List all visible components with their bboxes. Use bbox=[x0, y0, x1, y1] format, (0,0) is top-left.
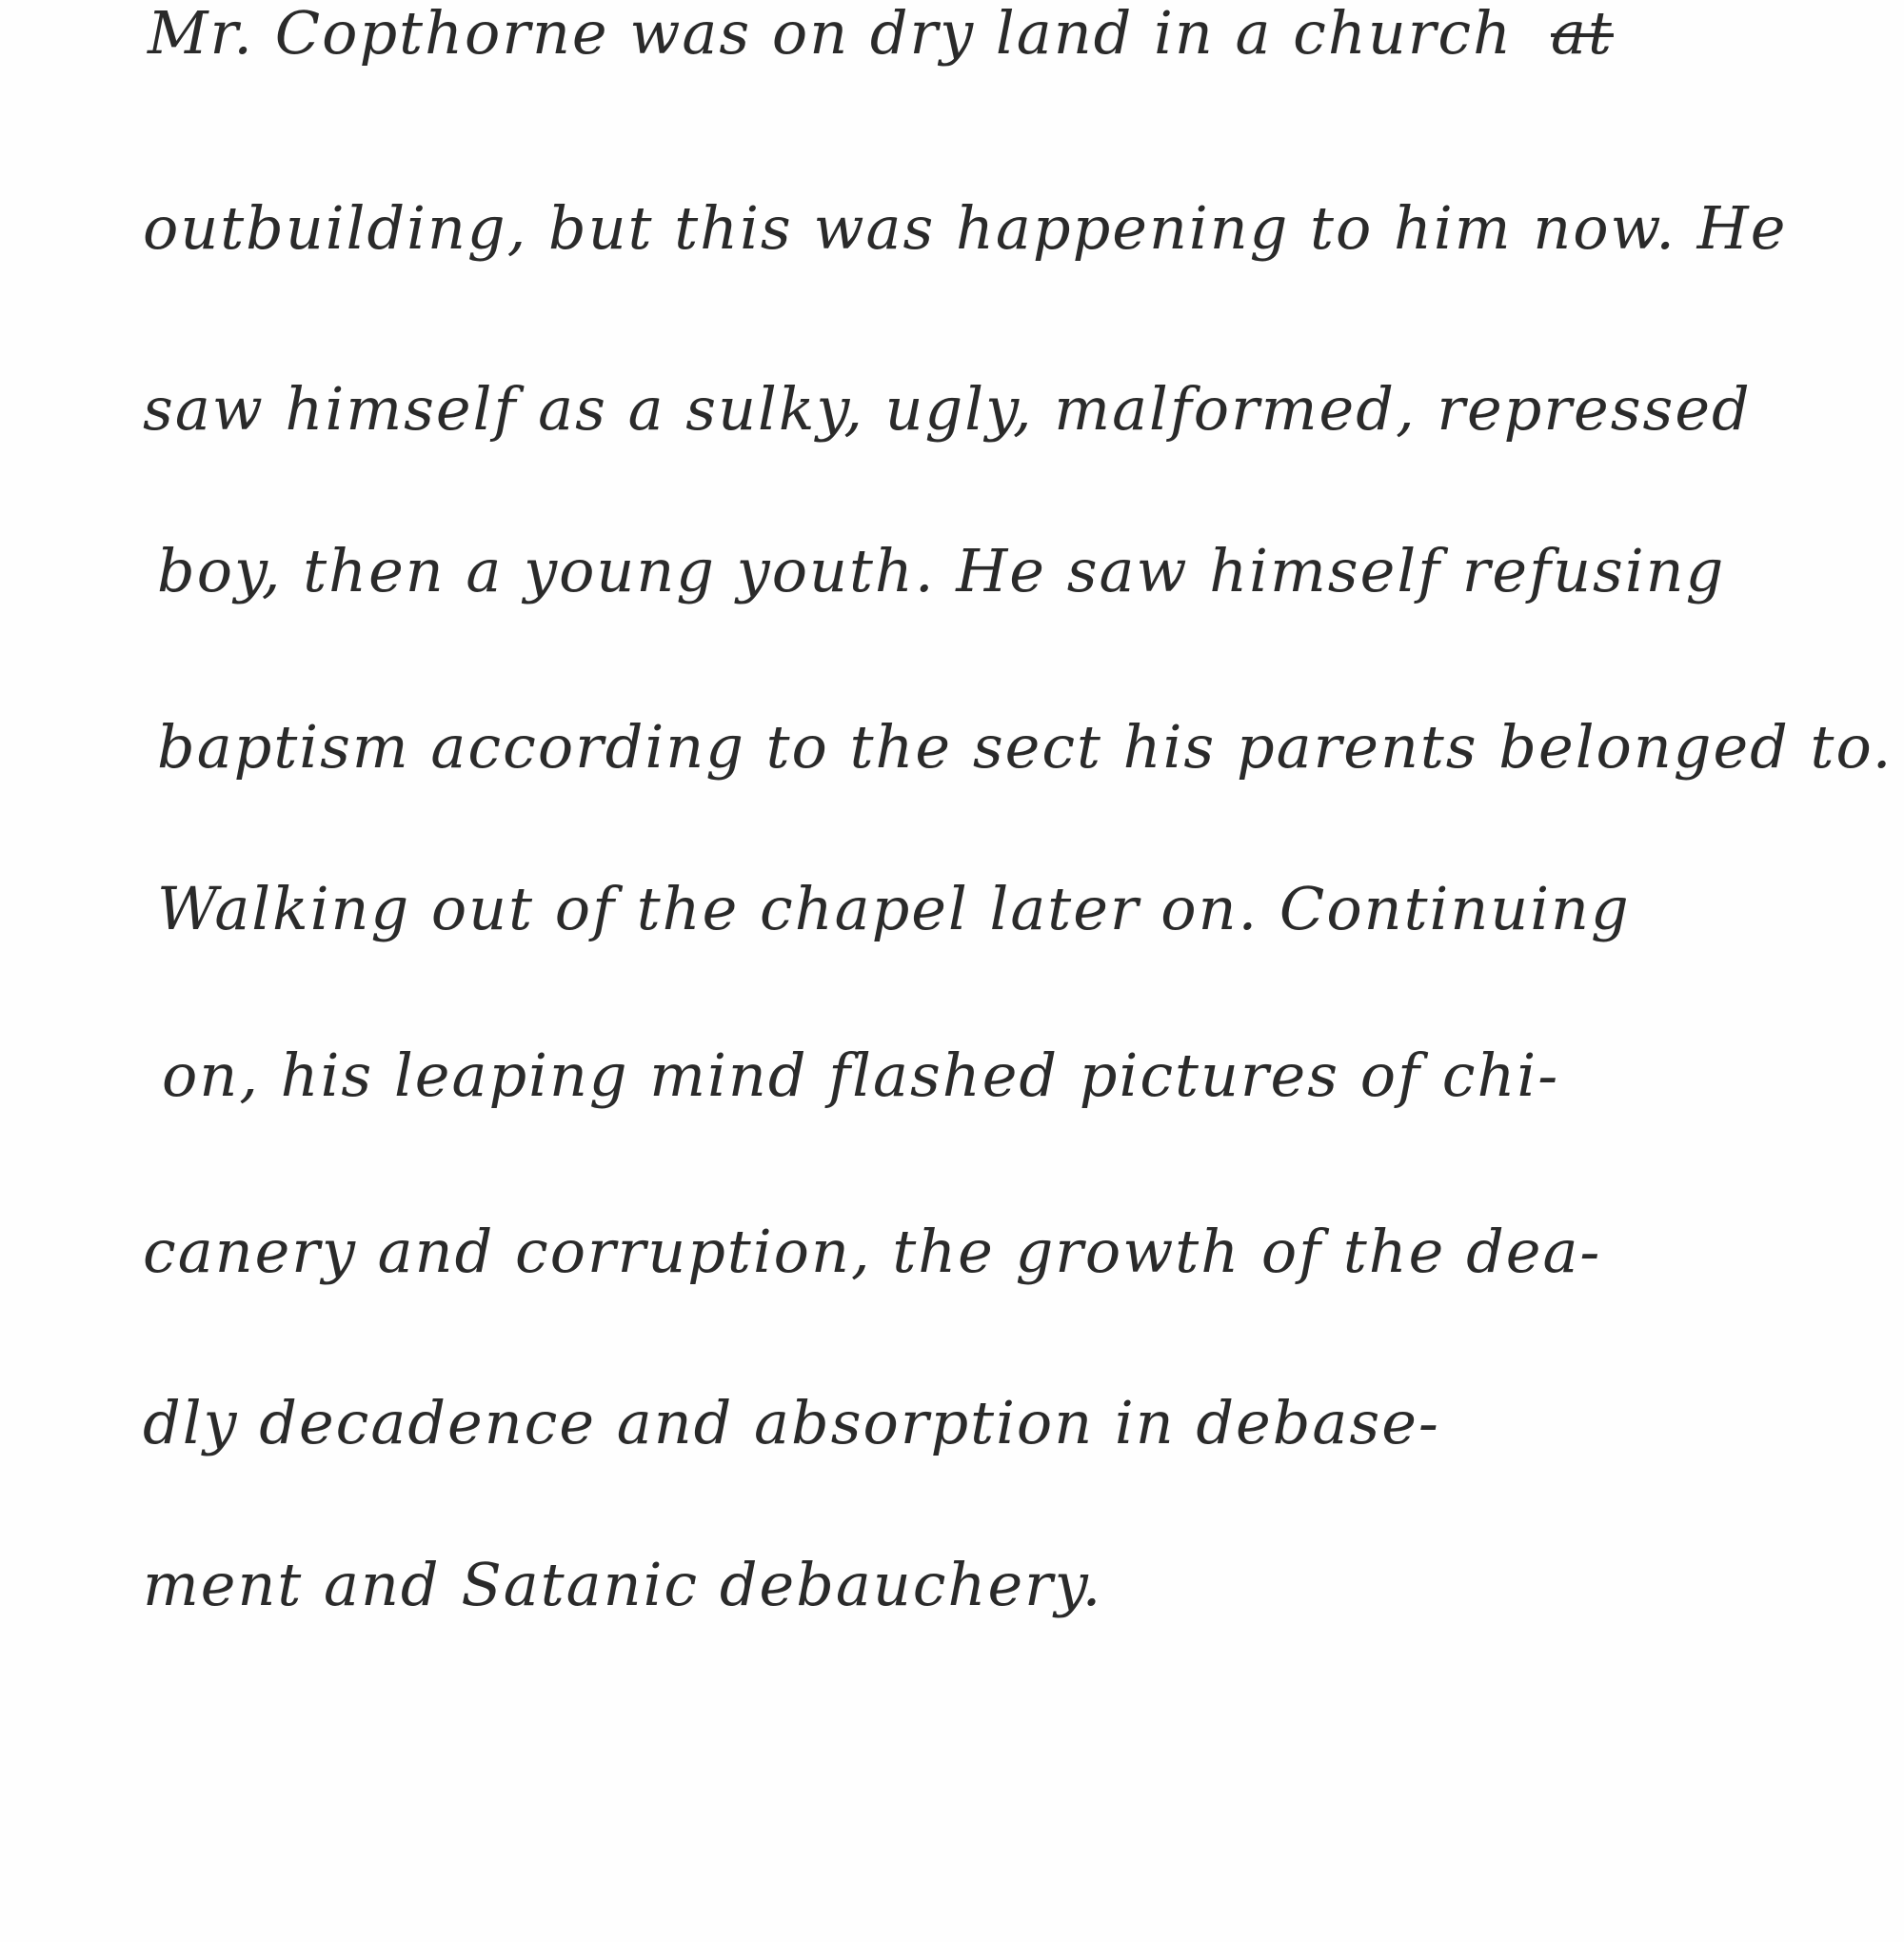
struck-out-word: at bbox=[1551, 0, 1614, 68]
text-line: canery and corruption, the growth of the dea- bbox=[143, 1217, 1602, 1286]
text-line: dly decadence and absorption in debase- bbox=[143, 1388, 1440, 1457]
text-line: saw himself as a sulky, ugly, malformed, repressed bbox=[143, 374, 1752, 444]
text-line: baptism according to the sect his parents belonged to. bbox=[157, 712, 1894, 782]
text-line: on, his leaping mind flashed pictures of chi- bbox=[162, 1040, 1560, 1110]
text-line: outbuilding, but this was happening to him now. He bbox=[143, 193, 1788, 263]
line-text: Mr. Copthorne was on dry land in a church bbox=[148, 0, 1514, 68]
text-line: ment and Satanic debauchery. bbox=[143, 1550, 1103, 1619]
text-line: boy, then a young youth. He saw himself refusing bbox=[157, 536, 1726, 605]
text-line: Walking out of the chapel later on. Continuing bbox=[157, 874, 1631, 943]
text-line bbox=[148, 0, 1614, 86]
